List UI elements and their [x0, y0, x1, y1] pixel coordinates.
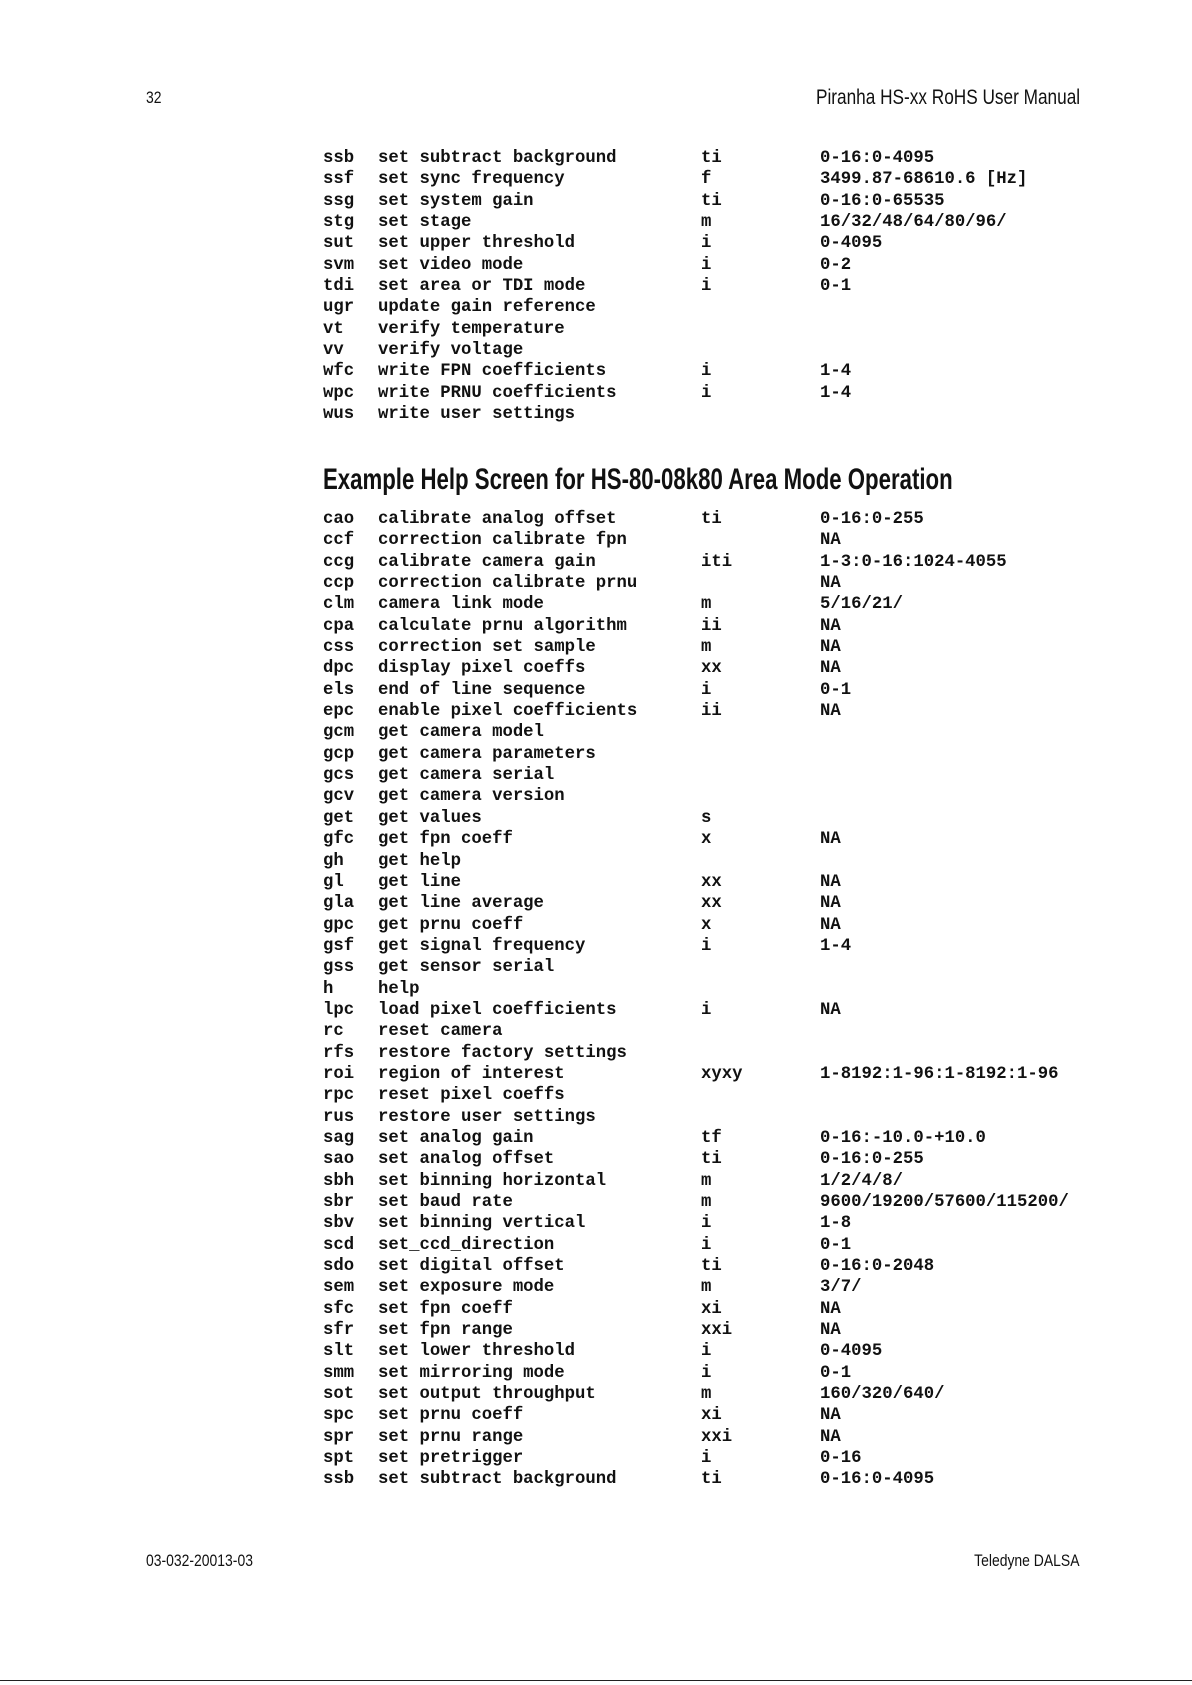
command-desc: set analog gain	[378, 1128, 534, 1148]
command-row	[323, 658, 1103, 679]
command-desc: set stage	[378, 213, 472, 233]
command-desc: get line	[378, 872, 461, 892]
command-row	[323, 1405, 1103, 1426]
command-desc: set digital offset	[378, 1257, 565, 1277]
command-range: 0-16	[820, 1449, 862, 1469]
command-type: ii	[701, 616, 722, 636]
command-desc: set_ccd_direction	[378, 1235, 555, 1255]
command-type: xx	[701, 659, 722, 679]
command-row	[323, 1469, 1103, 1490]
command-desc: set pretrigger	[378, 1449, 524, 1469]
command-type: iti	[701, 552, 733, 572]
command-row	[323, 1213, 1103, 1234]
command-row	[323, 1021, 1103, 1042]
command-type: i	[701, 936, 712, 956]
command-desc: enable pixel coefficients	[378, 702, 638, 722]
command-code: cao	[323, 510, 355, 529]
command-range: NA	[820, 702, 841, 722]
command-code: ccp	[323, 574, 355, 594]
command-code: ssb	[323, 1470, 355, 1490]
command-table-continued	[323, 148, 1103, 425]
command-range: 160/320/640/	[820, 1385, 945, 1405]
command-code: rpc	[323, 1086, 355, 1106]
command-desc: correction set sample	[378, 638, 596, 658]
command-row	[323, 1043, 1103, 1064]
command-type: i	[701, 1000, 712, 1020]
command-type: i	[701, 277, 712, 297]
command-desc: get fpn coeff	[378, 830, 513, 850]
command-desc: set binning vertical	[378, 1214, 586, 1234]
company-name: Teledyne DALSA	[974, 1551, 1080, 1570]
command-desc: get camera model	[378, 723, 544, 743]
command-row	[323, 829, 1103, 850]
command-range: NA	[820, 1299, 841, 1319]
command-row	[323, 1341, 1103, 1362]
command-row	[323, 915, 1103, 936]
command-desc: reset camera	[378, 1022, 503, 1042]
command-type: ii	[701, 702, 722, 722]
command-desc: set sync frequency	[378, 170, 565, 190]
command-code: gsf	[323, 936, 355, 956]
command-desc: calibrate camera gain	[378, 552, 596, 572]
command-desc: set fpn coeff	[378, 1299, 513, 1319]
command-desc: set analog offset	[378, 1150, 555, 1170]
command-range: NA	[820, 531, 841, 551]
command-desc: set exposure mode	[378, 1278, 555, 1298]
command-code: sag	[323, 1128, 355, 1148]
command-code: sao	[323, 1150, 355, 1170]
command-code: sfc	[323, 1299, 355, 1319]
command-row	[323, 786, 1103, 807]
command-code: sem	[323, 1278, 355, 1298]
command-row	[323, 573, 1103, 594]
command-desc: get camera serial	[378, 766, 555, 786]
command-code: smm	[323, 1363, 355, 1383]
command-range: 0-16:0-65535	[820, 191, 945, 211]
command-desc: reset pixel coeffs	[378, 1086, 565, 1106]
command-row	[323, 233, 1103, 254]
command-code: clm	[323, 595, 355, 615]
command-code: gla	[323, 894, 355, 914]
command-type: i	[701, 680, 712, 700]
command-type: m	[701, 1193, 712, 1212]
command-type: ti	[701, 1257, 722, 1277]
command-code: tdi	[323, 277, 355, 297]
command-row	[323, 637, 1103, 658]
command-row	[323, 1427, 1103, 1448]
command-range: 1-4	[820, 362, 852, 382]
command-type: m	[701, 638, 712, 658]
command-desc: calculate prnu algorithm	[378, 616, 627, 636]
command-type: ti	[701, 1470, 722, 1490]
command-desc: set prnu coeff	[378, 1406, 524, 1426]
command-type: xx	[701, 872, 722, 892]
command-range: 0-16:0-255	[820, 510, 924, 529]
command-type: ti	[701, 191, 722, 211]
command-type: i	[701, 1235, 712, 1255]
command-row	[323, 319, 1103, 340]
command-code: vt	[323, 319, 344, 339]
command-row	[323, 701, 1103, 722]
command-code: ccf	[323, 531, 355, 551]
command-code: stg	[323, 213, 355, 233]
command-code: dpc	[323, 659, 355, 679]
command-row	[323, 1171, 1103, 1192]
command-range: NA	[820, 830, 841, 850]
command-type: s	[701, 808, 712, 828]
command-row	[323, 1149, 1103, 1170]
command-range: NA	[820, 1000, 841, 1020]
command-desc: region of interest	[378, 1064, 565, 1084]
command-type: xi	[701, 1406, 722, 1426]
command-range: 1-4	[820, 936, 852, 956]
command-code: spt	[323, 1449, 355, 1469]
command-code: gss	[323, 958, 355, 978]
command-desc: set mirroring mode	[378, 1363, 565, 1383]
command-row	[323, 680, 1103, 701]
command-range: NA	[820, 574, 841, 594]
command-code: sfr	[323, 1321, 355, 1341]
command-type: m	[701, 1171, 712, 1191]
command-row	[323, 808, 1103, 829]
command-range: 0-2	[820, 255, 852, 275]
command-desc: get signal frequency	[378, 936, 586, 956]
command-row	[323, 616, 1103, 637]
command-range: NA	[820, 1427, 841, 1447]
command-desc: restore user settings	[378, 1107, 596, 1127]
command-code: rus	[323, 1107, 355, 1127]
command-code: sdo	[323, 1257, 355, 1277]
command-desc: get sensor serial	[378, 958, 555, 978]
command-desc: end of line sequence	[378, 680, 586, 700]
command-row	[323, 765, 1103, 786]
command-code: gh	[323, 851, 344, 871]
command-range: 1/2/4/8/	[820, 1171, 903, 1191]
command-row	[323, 1363, 1103, 1384]
command-code: sut	[323, 234, 355, 254]
command-row	[323, 1299, 1103, 1320]
command-type: i	[701, 255, 712, 275]
command-type: xxi	[701, 1321, 733, 1341]
command-type: xxi	[701, 1427, 733, 1447]
command-range: 0-4095	[820, 1342, 883, 1362]
command-desc: verify temperature	[378, 319, 565, 339]
command-range: 0-16:0-4095	[820, 1470, 935, 1490]
command-range: 16/32/48/64/80/96/	[820, 213, 1007, 233]
command-row	[323, 957, 1103, 978]
command-range: 1-8192:1-96:1-8192:1-96	[820, 1064, 1059, 1084]
command-range: 0-1	[820, 680, 852, 700]
command-range: 0-4095	[820, 234, 883, 254]
command-row	[323, 979, 1103, 1000]
command-code: gcs	[323, 766, 355, 786]
command-code: wus	[323, 405, 355, 425]
command-row	[323, 1448, 1103, 1469]
command-table-area-mode	[323, 509, 1103, 1491]
command-desc: set lower threshold	[378, 1342, 576, 1362]
command-desc: calibrate analog offset	[378, 510, 617, 529]
command-row	[323, 552, 1103, 573]
command-desc: set baud rate	[378, 1193, 513, 1212]
command-type: x	[701, 915, 712, 935]
command-range: NA	[820, 1406, 841, 1426]
command-code: sbr	[323, 1193, 355, 1212]
command-range: 3/7/	[820, 1278, 862, 1298]
command-desc: set subtract background	[378, 149, 617, 168]
document-number: 03-032-20013-03	[146, 1551, 253, 1570]
command-row	[323, 1192, 1103, 1213]
command-desc: set area or TDI mode	[378, 277, 586, 297]
command-row	[323, 1277, 1103, 1298]
command-desc: set video mode	[378, 255, 524, 275]
command-row	[323, 1320, 1103, 1341]
command-code: roi	[323, 1064, 355, 1084]
command-code: h	[323, 979, 334, 999]
command-code: vv	[323, 341, 344, 361]
command-code: gfc	[323, 830, 355, 850]
command-code: gcm	[323, 723, 355, 743]
command-range: NA	[820, 915, 841, 935]
command-desc: get help	[378, 851, 461, 871]
command-type: i	[701, 1449, 712, 1469]
command-row	[323, 530, 1103, 551]
command-desc: set upper threshold	[378, 234, 576, 254]
command-range: NA	[820, 659, 841, 679]
command-range: 1-4	[820, 383, 852, 403]
command-type: m	[701, 595, 712, 615]
command-desc: load pixel coefficients	[378, 1000, 617, 1020]
command-code: gpc	[323, 915, 355, 935]
command-code: cpa	[323, 616, 355, 636]
command-row	[323, 594, 1103, 615]
command-desc: set fpn range	[378, 1321, 513, 1341]
command-code: ugr	[323, 298, 355, 318]
page-number: 32	[146, 88, 162, 107]
command-row	[323, 169, 1103, 190]
command-desc: restore factory settings	[378, 1043, 627, 1063]
command-row	[323, 744, 1103, 765]
manual-title: Piranha HS-xx RoHS User Manual	[815, 86, 1080, 109]
command-row	[323, 191, 1103, 212]
command-desc: camera link mode	[378, 595, 544, 615]
command-range: NA	[820, 616, 841, 636]
command-code: sot	[323, 1385, 355, 1405]
command-row	[323, 1256, 1103, 1277]
command-code: gcv	[323, 787, 355, 807]
command-row	[323, 383, 1103, 404]
command-desc: set output throughput	[378, 1385, 596, 1405]
command-row	[323, 361, 1103, 382]
command-desc: write PRNU coefficients	[378, 383, 617, 403]
command-row	[323, 276, 1103, 297]
command-row	[323, 893, 1103, 914]
command-row	[323, 872, 1103, 893]
command-row	[323, 255, 1103, 276]
command-row	[323, 1064, 1103, 1085]
command-type: f	[701, 170, 712, 190]
command-range: 0-1	[820, 1235, 852, 1255]
command-code: ssb	[323, 149, 355, 168]
command-code: wfc	[323, 362, 355, 382]
command-range: 9600/19200/57600/115200/	[820, 1193, 1069, 1212]
command-type: i	[701, 362, 712, 382]
command-type: i	[701, 1363, 712, 1383]
command-desc: get camera version	[378, 787, 565, 807]
command-desc: correction calibrate fpn	[378, 531, 627, 551]
command-type: x	[701, 830, 712, 850]
command-type: m	[701, 1278, 712, 1298]
command-code: scd	[323, 1235, 355, 1255]
command-type: ti	[701, 1150, 722, 1170]
command-code: lpc	[323, 1000, 355, 1020]
command-desc: write FPN coefficients	[378, 362, 607, 382]
command-desc: get prnu coeff	[378, 915, 524, 935]
command-range: 5/16/21/	[820, 595, 903, 615]
command-type: m	[701, 1385, 712, 1405]
command-code: rc	[323, 1022, 344, 1042]
command-row	[323, 212, 1103, 233]
command-range: 0-1	[820, 1363, 852, 1383]
command-code: epc	[323, 702, 355, 722]
command-row	[323, 1128, 1103, 1149]
command-row	[323, 1000, 1103, 1021]
command-row	[323, 297, 1103, 318]
command-type: xx	[701, 894, 722, 914]
command-code: els	[323, 680, 355, 700]
command-desc: set system gain	[378, 191, 534, 211]
command-desc: get line average	[378, 894, 544, 914]
command-type: i	[701, 234, 712, 254]
command-range: 0-16:0-2048	[820, 1257, 935, 1277]
command-code: ssg	[323, 191, 355, 211]
command-range: 0-1	[820, 277, 852, 297]
command-row	[323, 851, 1103, 872]
command-type: i	[701, 1342, 712, 1362]
command-row	[323, 722, 1103, 743]
command-range: 1-8	[820, 1214, 852, 1234]
command-range: 0-16:0-255	[820, 1150, 924, 1170]
command-range: NA	[820, 872, 841, 892]
command-range: 0-16:0-4095	[820, 149, 935, 168]
command-row	[323, 936, 1103, 957]
command-desc: write user settings	[378, 405, 576, 425]
command-row	[323, 1384, 1103, 1405]
command-range: 1-3:0-16:1024-4055	[820, 552, 1007, 572]
command-range: NA	[820, 638, 841, 658]
command-code: spr	[323, 1427, 355, 1447]
command-code: get	[323, 808, 355, 828]
command-code: gl	[323, 872, 344, 892]
command-range: 0-16:-10.0-+10.0	[820, 1128, 986, 1148]
command-desc: set binning horizontal	[378, 1171, 607, 1191]
command-type: ti	[701, 510, 722, 529]
command-row	[323, 1107, 1103, 1128]
command-desc: verify voltage	[378, 341, 524, 361]
command-row	[323, 1085, 1103, 1106]
command-row	[323, 1235, 1103, 1256]
command-code: ccg	[323, 552, 355, 572]
command-range: NA	[820, 1321, 841, 1341]
command-code: rfs	[323, 1043, 355, 1063]
command-range: NA	[820, 894, 841, 914]
command-code: sbh	[323, 1171, 355, 1191]
command-code: ssf	[323, 170, 355, 190]
command-type: i	[701, 1214, 712, 1234]
command-code: sbv	[323, 1214, 355, 1234]
command-type: i	[701, 383, 712, 403]
command-row	[323, 340, 1103, 361]
command-desc: get values	[378, 808, 482, 828]
command-code: svm	[323, 255, 355, 275]
command-row	[323, 509, 1103, 530]
command-type: m	[701, 213, 712, 233]
command-desc: display pixel coeffs	[378, 659, 586, 679]
command-code: gcp	[323, 744, 355, 764]
section-heading: Example Help Screen for HS-80-08k80 Area Mode Operation	[323, 463, 953, 496]
command-type: ti	[701, 149, 722, 168]
command-row	[323, 148, 1103, 169]
command-code: spc	[323, 1406, 355, 1426]
command-desc: correction calibrate prnu	[378, 574, 638, 594]
command-desc: update gain reference	[378, 298, 596, 318]
command-desc: set prnu range	[378, 1427, 524, 1447]
command-desc: help	[378, 979, 420, 999]
command-code: css	[323, 638, 355, 658]
command-row	[323, 404, 1103, 425]
command-type: xi	[701, 1299, 722, 1319]
command-type: tf	[701, 1128, 722, 1148]
command-code: slt	[323, 1342, 355, 1362]
command-desc: set subtract background	[378, 1470, 617, 1490]
command-code: wpc	[323, 383, 355, 403]
command-desc: get camera parameters	[378, 744, 596, 764]
command-range: 3499.87-68610.6 [Hz]	[820, 170, 1028, 190]
command-type: xyxy	[701, 1064, 743, 1084]
bottom-rule	[0, 1680, 1192, 1681]
